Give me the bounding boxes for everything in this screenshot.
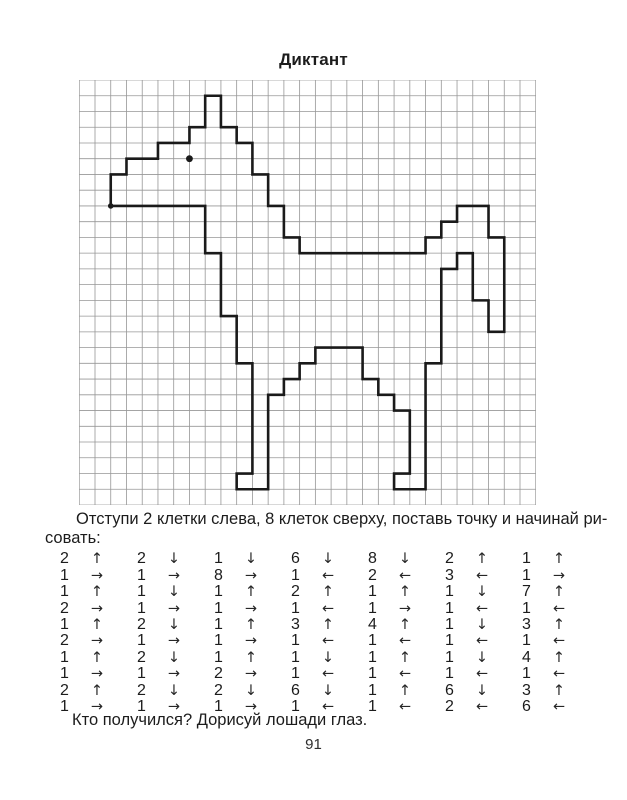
- step-arrow-icon: →: [90, 633, 104, 650]
- step-count: 2: [137, 648, 146, 666]
- step-arrow-icon: ←: [552, 699, 566, 716]
- dictation-step: [519, 699, 596, 715]
- dictation-step: [134, 633, 211, 649]
- dictation-step: [288, 600, 365, 616]
- step-count: 6: [445, 681, 454, 699]
- step-arrow-icon: ←: [475, 699, 489, 716]
- dictation-step: [288, 617, 365, 633]
- step-arrow-icon: ↑: [398, 584, 412, 601]
- step-count: 1: [368, 681, 377, 699]
- step-arrow-icon: ↑: [244, 649, 258, 666]
- step-count: 1: [137, 665, 146, 683]
- step-arrow-icon: ↓: [167, 551, 181, 568]
- step-count: 2: [60, 599, 69, 617]
- step-arrow-icon: ←: [475, 666, 489, 683]
- step-count: 1: [60, 665, 69, 683]
- step-arrow-icon: ↑: [321, 616, 335, 633]
- step-count: 1: [137, 583, 146, 601]
- step-arrow-icon: ↓: [167, 616, 181, 633]
- step-arrow-icon: ←: [321, 633, 335, 650]
- instruction-line-1: Отступи 2 клетки слева, 8 клеток сверху, поставь точку и начинай ри-: [76, 510, 608, 528]
- dictation-step: [288, 650, 365, 666]
- step-arrow-icon: ↑: [398, 649, 412, 666]
- step-count: 1: [522, 566, 531, 584]
- step-arrow-icon: ↑: [552, 616, 566, 633]
- step-count: 6: [291, 681, 300, 699]
- dictation-step: [288, 666, 365, 682]
- step-count: 3: [291, 615, 300, 633]
- dictation-step: [442, 567, 519, 583]
- step-arrow-icon: ↑: [90, 584, 104, 601]
- step-arrow-icon: ↓: [475, 584, 489, 601]
- step-arrow-icon: ↑: [398, 682, 412, 699]
- step-arrow-icon: ←: [475, 633, 489, 650]
- dictation-step: [442, 699, 519, 715]
- dictation-step: [57, 567, 134, 583]
- step-arrow-icon: ↓: [167, 682, 181, 699]
- dictation-step: [211, 683, 288, 699]
- step-arrow-icon: →: [244, 666, 258, 683]
- step-count: 2: [60, 632, 69, 650]
- dictation-step: [365, 584, 442, 600]
- step-count: 1: [445, 583, 454, 601]
- dictation-step: [57, 584, 134, 600]
- step-count: 1: [368, 583, 377, 601]
- step-arrow-icon: →: [90, 600, 104, 617]
- step-arrow-icon: ←: [552, 633, 566, 650]
- step-arrow-icon: →: [90, 567, 104, 584]
- grid-lines: [79, 80, 535, 505]
- step-count: 1: [445, 665, 454, 683]
- step-count: 1: [137, 599, 146, 617]
- step-count: 2: [137, 550, 146, 568]
- step-count: 7: [522, 583, 531, 601]
- step-arrow-icon: ←: [552, 666, 566, 683]
- horse-eye-dot: [186, 155, 193, 162]
- step-count: 1: [214, 698, 223, 716]
- step-count: 1: [445, 648, 454, 666]
- dictation-step: [519, 600, 596, 616]
- step-arrow-icon: ←: [321, 567, 335, 584]
- step-count: 1: [445, 599, 454, 617]
- page-title: Диктант: [279, 50, 348, 69]
- dictation-step: [57, 633, 134, 649]
- dictation-step: [211, 551, 288, 567]
- step-arrow-icon: ↑: [552, 551, 566, 568]
- step-arrow-icon: ↑: [90, 551, 104, 568]
- step-count: 1: [291, 648, 300, 666]
- step-arrow-icon: ←: [398, 699, 412, 716]
- dictation-step: [134, 617, 211, 633]
- step-arrow-icon: ↓: [244, 682, 258, 699]
- step-arrow-icon: ←: [398, 666, 412, 683]
- dictation-table: [57, 551, 597, 715]
- step-count: 1: [522, 665, 531, 683]
- step-arrow-icon: ↑: [244, 616, 258, 633]
- step-arrow-icon: ↑: [398, 616, 412, 633]
- step-count: 6: [522, 698, 531, 716]
- step-count: 2: [60, 550, 69, 568]
- step-arrow-icon: ↑: [90, 616, 104, 633]
- step-arrow-icon: ↑: [552, 584, 566, 601]
- dictation-step: [57, 551, 134, 567]
- step-arrow-icon: ↑: [90, 649, 104, 666]
- dictation-step: [519, 683, 596, 699]
- step-count: 1: [291, 665, 300, 683]
- step-count: 3: [522, 615, 531, 633]
- step-arrow-icon: →: [167, 699, 181, 716]
- step-count: 1: [291, 566, 300, 584]
- step-count: 1: [137, 698, 146, 716]
- step-count: 1: [368, 599, 377, 617]
- dictation-step: [442, 617, 519, 633]
- dictation-step: [365, 633, 442, 649]
- dictation-step: [519, 633, 596, 649]
- dictation-step: [365, 699, 442, 715]
- step-arrow-icon: →: [244, 600, 258, 617]
- instruction-paragraph: [45, 510, 608, 547]
- step-count: 8: [214, 566, 223, 584]
- step-count: 2: [137, 681, 146, 699]
- step-count: 6: [291, 550, 300, 568]
- step-arrow-icon: ←: [398, 633, 412, 650]
- step-count: 1: [368, 665, 377, 683]
- step-arrow-icon: →: [244, 633, 258, 650]
- step-count: 2: [445, 550, 454, 568]
- step-count: 4: [368, 615, 377, 633]
- step-count: 2: [214, 665, 223, 683]
- step-arrow-icon: ↓: [321, 551, 335, 568]
- dictation-step: [211, 650, 288, 666]
- dictation-step: [57, 650, 134, 666]
- step-arrow-icon: ↑: [475, 551, 489, 568]
- step-count: 1: [522, 599, 531, 617]
- step-arrow-icon: ←: [552, 600, 566, 617]
- dictation-step: [519, 551, 596, 567]
- step-arrow-icon: ←: [475, 567, 489, 584]
- step-count: 1: [60, 648, 69, 666]
- step-count: 2: [60, 681, 69, 699]
- step-count: 1: [522, 550, 531, 568]
- step-arrow-icon: ↓: [244, 551, 258, 568]
- step-arrow-icon: ↓: [321, 649, 335, 666]
- dictation-step: [365, 617, 442, 633]
- step-arrow-icon: →: [552, 567, 566, 584]
- step-arrow-icon: ↓: [475, 682, 489, 699]
- dictation-step: [519, 650, 596, 666]
- dictation-step: [288, 633, 365, 649]
- step-arrow-icon: ↑: [90, 682, 104, 699]
- step-count: 1: [445, 615, 454, 633]
- step-arrow-icon: ←: [398, 567, 412, 584]
- step-arrow-icon: ↓: [321, 682, 335, 699]
- step-arrow-icon: ↓: [398, 551, 412, 568]
- step-count: 2: [291, 583, 300, 601]
- step-count: 2: [137, 615, 146, 633]
- step-count: 1: [60, 566, 69, 584]
- horse-outline: [111, 96, 505, 490]
- step-count: 1: [214, 550, 223, 568]
- dictation-step: [288, 551, 365, 567]
- step-count: 2: [368, 566, 377, 584]
- dictation-step: [442, 650, 519, 666]
- dictation-step: [57, 617, 134, 633]
- step-arrow-icon: →: [167, 600, 181, 617]
- dictation-step: [134, 567, 211, 583]
- dictation-step: [365, 650, 442, 666]
- dictation-step: [365, 567, 442, 583]
- step-arrow-icon: ←: [321, 600, 335, 617]
- step-count: 2: [214, 681, 223, 699]
- dictation-step: [519, 666, 596, 682]
- step-count: 1: [368, 698, 377, 716]
- dictation-step: [365, 666, 442, 682]
- step-arrow-icon: ←: [321, 666, 335, 683]
- step-count: 1: [214, 648, 223, 666]
- step-count: 3: [445, 566, 454, 584]
- dictation-step: [134, 666, 211, 682]
- dictation-step: [57, 666, 134, 682]
- step-count: 1: [291, 599, 300, 617]
- step-count: 1: [291, 698, 300, 716]
- dictation-step: [288, 584, 365, 600]
- step-count: 3: [522, 681, 531, 699]
- instruction-line-2: совать:: [45, 528, 101, 547]
- dictation-step: [442, 683, 519, 699]
- step-arrow-icon: ←: [321, 699, 335, 716]
- step-arrow-icon: ←: [475, 600, 489, 617]
- dictation-step: [442, 600, 519, 616]
- question-text: Кто получился? Дорисуй лошади глаз.: [72, 711, 368, 729]
- dictation-step: [365, 551, 442, 567]
- dictation-step: [365, 600, 442, 616]
- dictation-grid: [79, 80, 536, 505]
- step-arrow-icon: ↓: [475, 649, 489, 666]
- step-count: 1: [214, 599, 223, 617]
- step-count: 2: [445, 698, 454, 716]
- step-arrow-icon: →: [244, 699, 258, 716]
- step-count: 1: [522, 632, 531, 650]
- dictation-step: [519, 584, 596, 600]
- dictation-step: [288, 567, 365, 583]
- dictation-step: [442, 666, 519, 682]
- step-count: 1: [60, 583, 69, 601]
- dictation-step: [442, 633, 519, 649]
- dictation-step: [211, 567, 288, 583]
- step-count: 1: [214, 615, 223, 633]
- dictation-step: [134, 584, 211, 600]
- step-count: 1: [60, 615, 69, 633]
- step-arrow-icon: →: [90, 666, 104, 683]
- step-count: 1: [214, 583, 223, 601]
- step-arrow-icon: →: [167, 666, 181, 683]
- step-arrow-icon: ↑: [552, 649, 566, 666]
- dictation-step: [211, 617, 288, 633]
- step-count: 1: [137, 632, 146, 650]
- page-number: 91: [305, 736, 322, 753]
- step-arrow-icon: ↑: [321, 584, 335, 601]
- dictation-step: [288, 683, 365, 699]
- step-count: 1: [60, 698, 69, 716]
- dictation-step: [442, 584, 519, 600]
- dictation-step: [365, 683, 442, 699]
- dictation-step: [519, 617, 596, 633]
- step-count: 1: [291, 632, 300, 650]
- step-arrow-icon: ↑: [552, 682, 566, 699]
- step-count: 1: [137, 566, 146, 584]
- step-count: 1: [368, 648, 377, 666]
- start-dot: [108, 203, 114, 209]
- step-arrow-icon: →: [244, 567, 258, 584]
- dictation-step: [57, 683, 134, 699]
- step-count: 1: [368, 632, 377, 650]
- step-arrow-icon: →: [90, 699, 104, 716]
- dictation-step: [134, 650, 211, 666]
- dictation-step: [211, 600, 288, 616]
- dictation-step: [211, 584, 288, 600]
- dictation-step: [134, 551, 211, 567]
- step-count: 4: [522, 648, 531, 666]
- dictation-step: [211, 666, 288, 682]
- step-count: 1: [445, 632, 454, 650]
- step-arrow-icon: ↓: [167, 584, 181, 601]
- dictation-step: [134, 600, 211, 616]
- step-count: 1: [214, 632, 223, 650]
- step-arrow-icon: ↑: [244, 584, 258, 601]
- step-arrow-icon: →: [167, 633, 181, 650]
- step-arrow-icon: ↓: [475, 616, 489, 633]
- dictation-step: [442, 551, 519, 567]
- step-count: 8: [368, 550, 377, 568]
- dictation-step: [134, 683, 211, 699]
- step-arrow-icon: →: [167, 567, 181, 584]
- dictation-step: [519, 567, 596, 583]
- dictation-step: [211, 633, 288, 649]
- step-arrow-icon: →: [398, 600, 412, 617]
- step-arrow-icon: ↓: [167, 649, 181, 666]
- dictation-step: [57, 600, 134, 616]
